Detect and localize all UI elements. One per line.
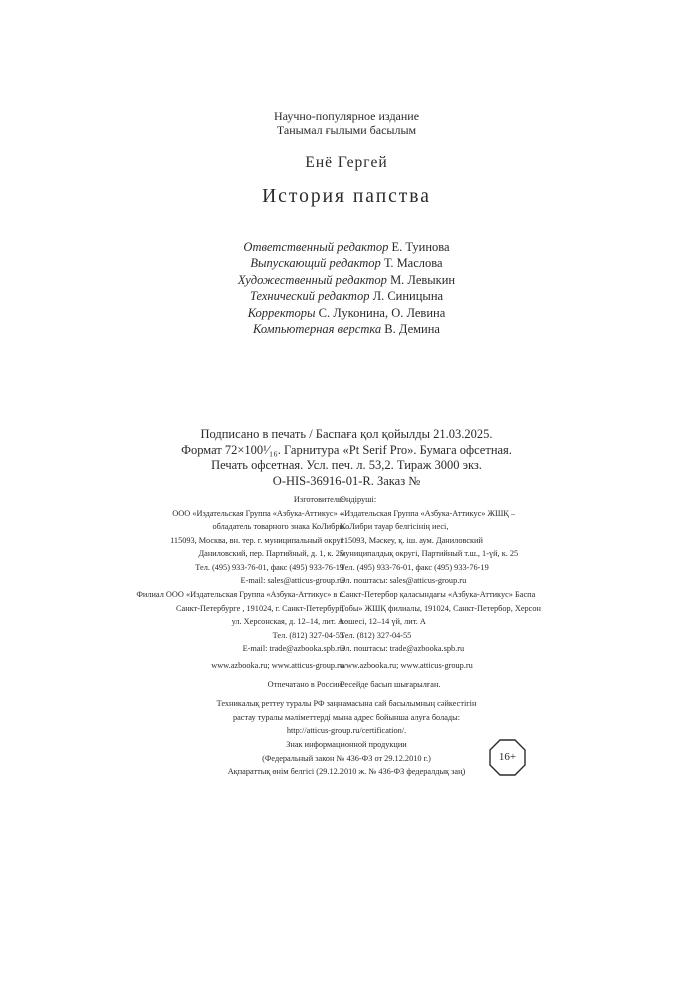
manufacturer-phone: Тел. (495) 933-76-01, факс (495) 933-76-19 — [195, 562, 344, 572]
manufacturer-label: Өндіруші: — [340, 495, 377, 504]
branch-phone: Тел. (812) 327-04-55 — [272, 630, 344, 640]
credit-name: Л. Синицына — [372, 289, 444, 304]
certification-note — [0, 697, 693, 738]
credit-role: Компьютерная верстка — [253, 322, 382, 337]
info-sign-line: Ақпараттық өнім белгісі (29.12.2010 ж. № 436-ФЗ федералдық заң) — [227, 767, 466, 776]
manufacturer-line: КоЛибри тауар белгісінің иесі, — [340, 522, 449, 531]
info-sign-line: (Федеральный закон № 436-ФЗ от 29.12.2010 г.) — [262, 753, 431, 763]
credit-role: Ответственный редактор — [243, 240, 389, 254]
edition-type-kz: Танымал ғылыми басылым — [276, 123, 417, 137]
credit-role: Выпускающий редактор — [250, 256, 381, 271]
manufacturer-label: Изготовитель: — [293, 495, 344, 504]
info-sign-line: Знак информационной продукции — [286, 740, 407, 749]
edition-type-ru: Научно-популярное издание — [273, 109, 420, 123]
credit-line — [0, 255, 693, 271]
credit-line — [0, 272, 693, 288]
manufacturer-phone: Тел. (495) 933-76-01, факс (495) 933-76-19 — [340, 562, 489, 572]
credit-line — [0, 321, 693, 337]
credit-line — [0, 288, 693, 304]
manufacturer-line: муниципалдық округі, Партийный т.ш., 1-үй, к. 25 — [340, 549, 519, 558]
credit-role: Технический редактор — [249, 289, 370, 304]
print-info-line: Подписано в печать / Баспаға қол қойылды 21.03.2025. — [200, 427, 493, 441]
manufacturer-line: 115093, Мәскеу, қ. іш. аум. Даниловский — [340, 535, 483, 545]
manufacturer-line: 115093, Москва, вн. тер. г. муниципальный округ — [170, 535, 344, 545]
manufacturer-line: ООО «Издательская Группа «Азбука-Аттикус» – — [172, 508, 344, 518]
info-product-sign — [0, 738, 693, 779]
manufacturer-email: E-mail: sales@atticus-group.ru — [240, 576, 344, 585]
manufacturer-line: «Издательская Группа «Азбука-Аттикус» ЖШҚ – — [340, 508, 516, 518]
branch-email: E-mail: trade@azbooka.spb.ru — [242, 644, 344, 653]
certification-line: Техникалық реттеу туралы РФ заңнамасына сай басылымның сәйкестігін — [216, 699, 477, 708]
credit-line — [0, 239, 693, 255]
branch-line: Филиал ООО «Издательская Группа «Азбука-Аттикус» в г. — [136, 590, 344, 599]
website-ru: www.azbooka.ru; www.atticus-group.ru — [211, 661, 344, 670]
credits-block — [0, 239, 693, 337]
credit-name: В. Демина — [384, 322, 440, 337]
branch-line: ул. Херсонская, д. 12–14, лит. А — [231, 617, 344, 626]
certification-line: растау туралы мәліметтерді мына адрес бойынша алуға болады: — [232, 712, 461, 722]
branch-phone: Тел. (812) 327-04-55 — [340, 630, 412, 640]
manufacturer-email: Эл. поштасы: sales@atticus-group.ru — [340, 576, 467, 585]
print-info-line: Печать офсетная. Усл. печ. л. 53,2. Тираж 3000 экз. — [211, 458, 482, 473]
credit-role: Художественный редактор — [237, 272, 387, 287]
manufacturer-ru — [170, 493, 344, 588]
author-name: Енё Гергей — [305, 154, 388, 171]
manufacturer-line: Даниловский, пер. Партийный, д. 1, к. 25 — [198, 549, 344, 558]
branch-kz — [340, 588, 541, 656]
branch-line: Санкт-Петербор қаласындағы «Азбука-Аттикус» Баспа — [340, 590, 536, 599]
manufacturer-line: обладатель товарного знака КоЛибри — [212, 522, 344, 531]
print-info-line: Формат 72×100¹⁄₁₆. Гарнитура «Pt Serif Pro». Бумага офсетная. — [181, 442, 512, 457]
printed-in-kz: Ресейде басып шығарылған. — [340, 680, 441, 689]
branch-email: Эл. поштасы: trade@azbooka.spb.ru — [340, 644, 465, 653]
branch-ru — [136, 588, 344, 656]
branch-line: Тобы» ЖШҚ филиалы, 191024, Санкт-Петербор, Херсон — [340, 603, 541, 613]
age-rating-label: 16+ — [498, 751, 517, 763]
print-info — [0, 427, 693, 489]
branch-line: Санкт-Петербурге , 191024, г. Санкт-Петербург, — [176, 603, 344, 613]
website-kz: www.azbooka.ru; www.atticus-group.ru — [340, 661, 473, 670]
edition-type — [0, 109, 693, 137]
manufacturer-kz — [340, 493, 518, 588]
branch-line: көшесі, 12–14 үй, лит. А — [340, 617, 426, 626]
credit-role: Корректоры — [247, 305, 316, 320]
book-title: История папства — [262, 186, 431, 207]
age-rating-badge — [489, 739, 526, 776]
credit-name: Е. Туинова — [391, 240, 450, 254]
credit-name: С. Луконина, О. Левина — [318, 305, 446, 320]
credit-name: Т. Маслова — [383, 256, 443, 271]
print-info-line: O-HIS-36916-01-R. Заказ № — [272, 473, 421, 488]
credit-name: М. Левыкин — [390, 272, 456, 287]
printed-in-ru: Отпечатано в России. — [267, 680, 344, 689]
credit-line — [0, 305, 693, 321]
certification-line: http://atticus-group.ru/certification/. — [286, 726, 407, 735]
